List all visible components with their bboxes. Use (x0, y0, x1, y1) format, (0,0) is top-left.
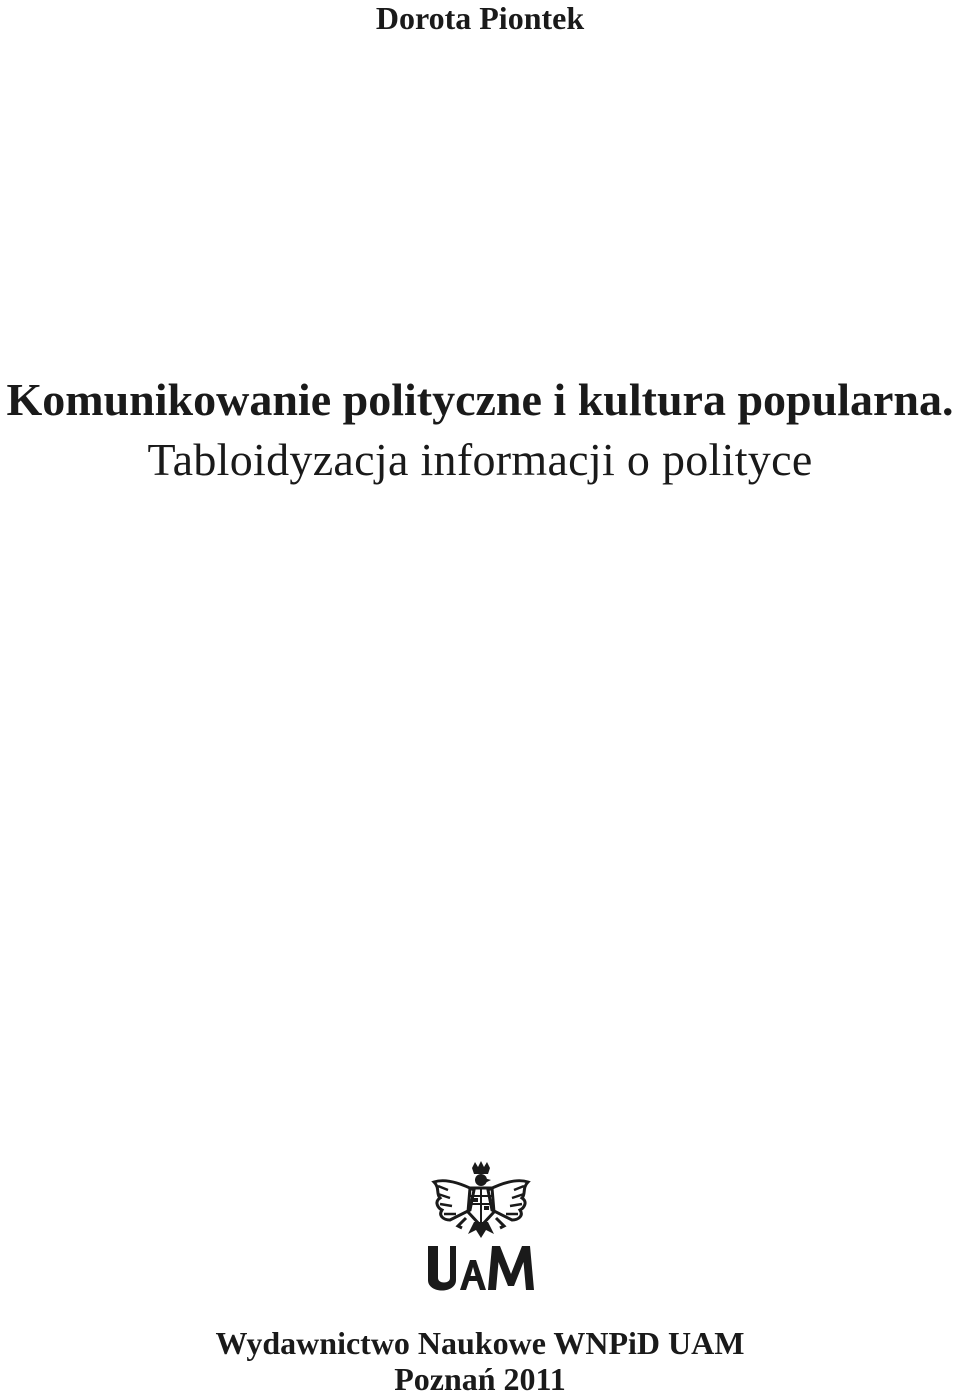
publication-place-year: Poznań 2011 (394, 1361, 566, 1397)
publisher-name: Wydawnictwo Naukowe WNPiD UAM (215, 1325, 745, 1361)
uam-eagle-emblem-icon (424, 1160, 538, 1296)
author-name: Dorota Piontek (375, 0, 585, 36)
book-title: Komunikowanie polityczne i kultura popularna. (6, 374, 954, 425)
book-title-block (0, 370, 960, 490)
book-subtitle: Tabloidyzacja informacji o polityce (147, 434, 813, 485)
publisher-block (0, 1325, 960, 1397)
